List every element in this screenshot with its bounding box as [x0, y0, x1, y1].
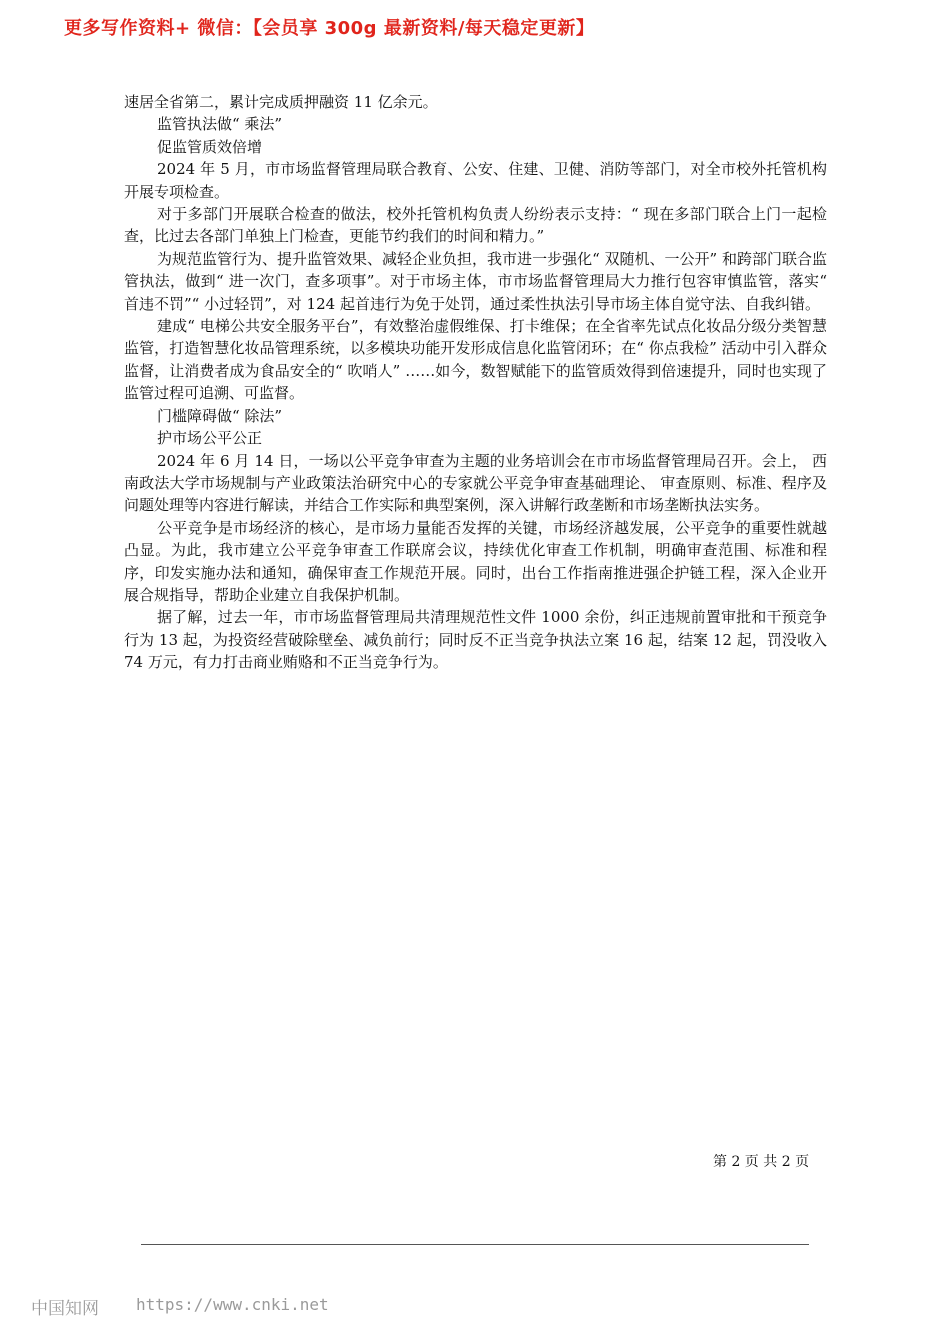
paragraph: 为规范监管行为、提升监管效果、减轻企业负担，我市进一步强化“ 双随机、一公开” 和跨部门联合监管执法，做到“ 进一次门，查多项事”。对于市场主体，市市场监督管理局大力推行包容审慎监管，落实“ 首违不罚”“ 小过轻罚”，对 124 起首违行为免于处罚，通过柔性执法引导市场主体自觉守法、自我纠错。	[124, 249, 827, 313]
paragraph: 2024 年 5 月，市市场监督管理局联合教育、公安、住建、卫健、消防等部门，对全市校外托管机构开展专项检查。	[124, 160, 827, 201]
page-number: 第 2 页 共 2 页	[713, 1154, 810, 1170]
section-heading: 门槛障碍做“ 除法”	[157, 406, 283, 425]
cnki-logo: 中国知网	[31, 1299, 99, 1319]
section-subheading: 护市场公平公正	[157, 429, 263, 448]
paragraph: 据了解，过去一年，市市场监督管理局共清理规范性文件 1000 余份，纠正违规前置审批和干预竞争行为 13 起，为投资经营破除壁垒、减负前行；同时反不正当竞争执法立案 16 起，结案 12 起，罚没收入 74 万元，有力打击商业贿赂和不正当竞争行为。	[124, 608, 827, 672]
paragraph: 公平竞争是市场经济的核心，是市场力量能否发挥的关键，市场经济越发展，公平竞争的重要性就越凸显。为此，我市建立公平竞争审查工作联席会议，持续优化审查工作机制，明确审查范围、标准和程序，印发实施办法和通知，确保审查工作规范开展。同时，出台工作指南推进强企护链工程，深入企业开展合规指导，帮助企业建立自我保护机制。	[124, 518, 827, 604]
footer-divider	[141, 1244, 809, 1245]
paragraph: 2024 年 6 月 14 日，一场以公平竞争审查为主题的业务培训会在市市场监督管理局召开。会上， 西南政法大学市场规制与产业政策法治研究中心的专家就公平竞争审查基础理论、 审查原则、标准、程序及问题处理等内容进行解读，并结合工作实际和典型案例，深入讲解行政垄断和市场垄断执法实务。	[124, 451, 827, 515]
section-heading: 监管执法做“ 乘法”	[157, 115, 283, 134]
paragraph: 对于多部门开展联合检查的做法，校外托管机构负责人纷纷表示支持：“ 现在多部门联合上门一起检查，比过去各部门单独上门检查，更能节约我们的时间和精力。”	[124, 205, 827, 246]
document-body	[124, 91, 827, 674]
footer-url-link[interactable]: https://www.cnki.net	[136, 1295, 329, 1314]
section-subheading: 促监管质效倍增	[157, 137, 263, 156]
promo-banner: 更多写作资料+ 微信：【会员享 300g 最新资料/每天稳定更新】	[64, 18, 595, 39]
paragraph: 速居全省第二，累计完成质押融资 11 亿余元。	[124, 93, 438, 111]
paragraph: 建成“ 电梯公共安全服务平台”，有效整治虚假维保、打卡维保；在全省率先试点化妆品分级分类智慧监管，打造智慧化妆品管理系统，以多模块功能开发形成信息化监管闭环；在“ 你点我检” 活动中引入群众监督，让消费者成为食品安全的“ 吹哨人” ……如今，数智赋能下的监管质效得到倍速提升，同时也实现了监管过程可追溯、可监督。	[124, 317, 827, 403]
